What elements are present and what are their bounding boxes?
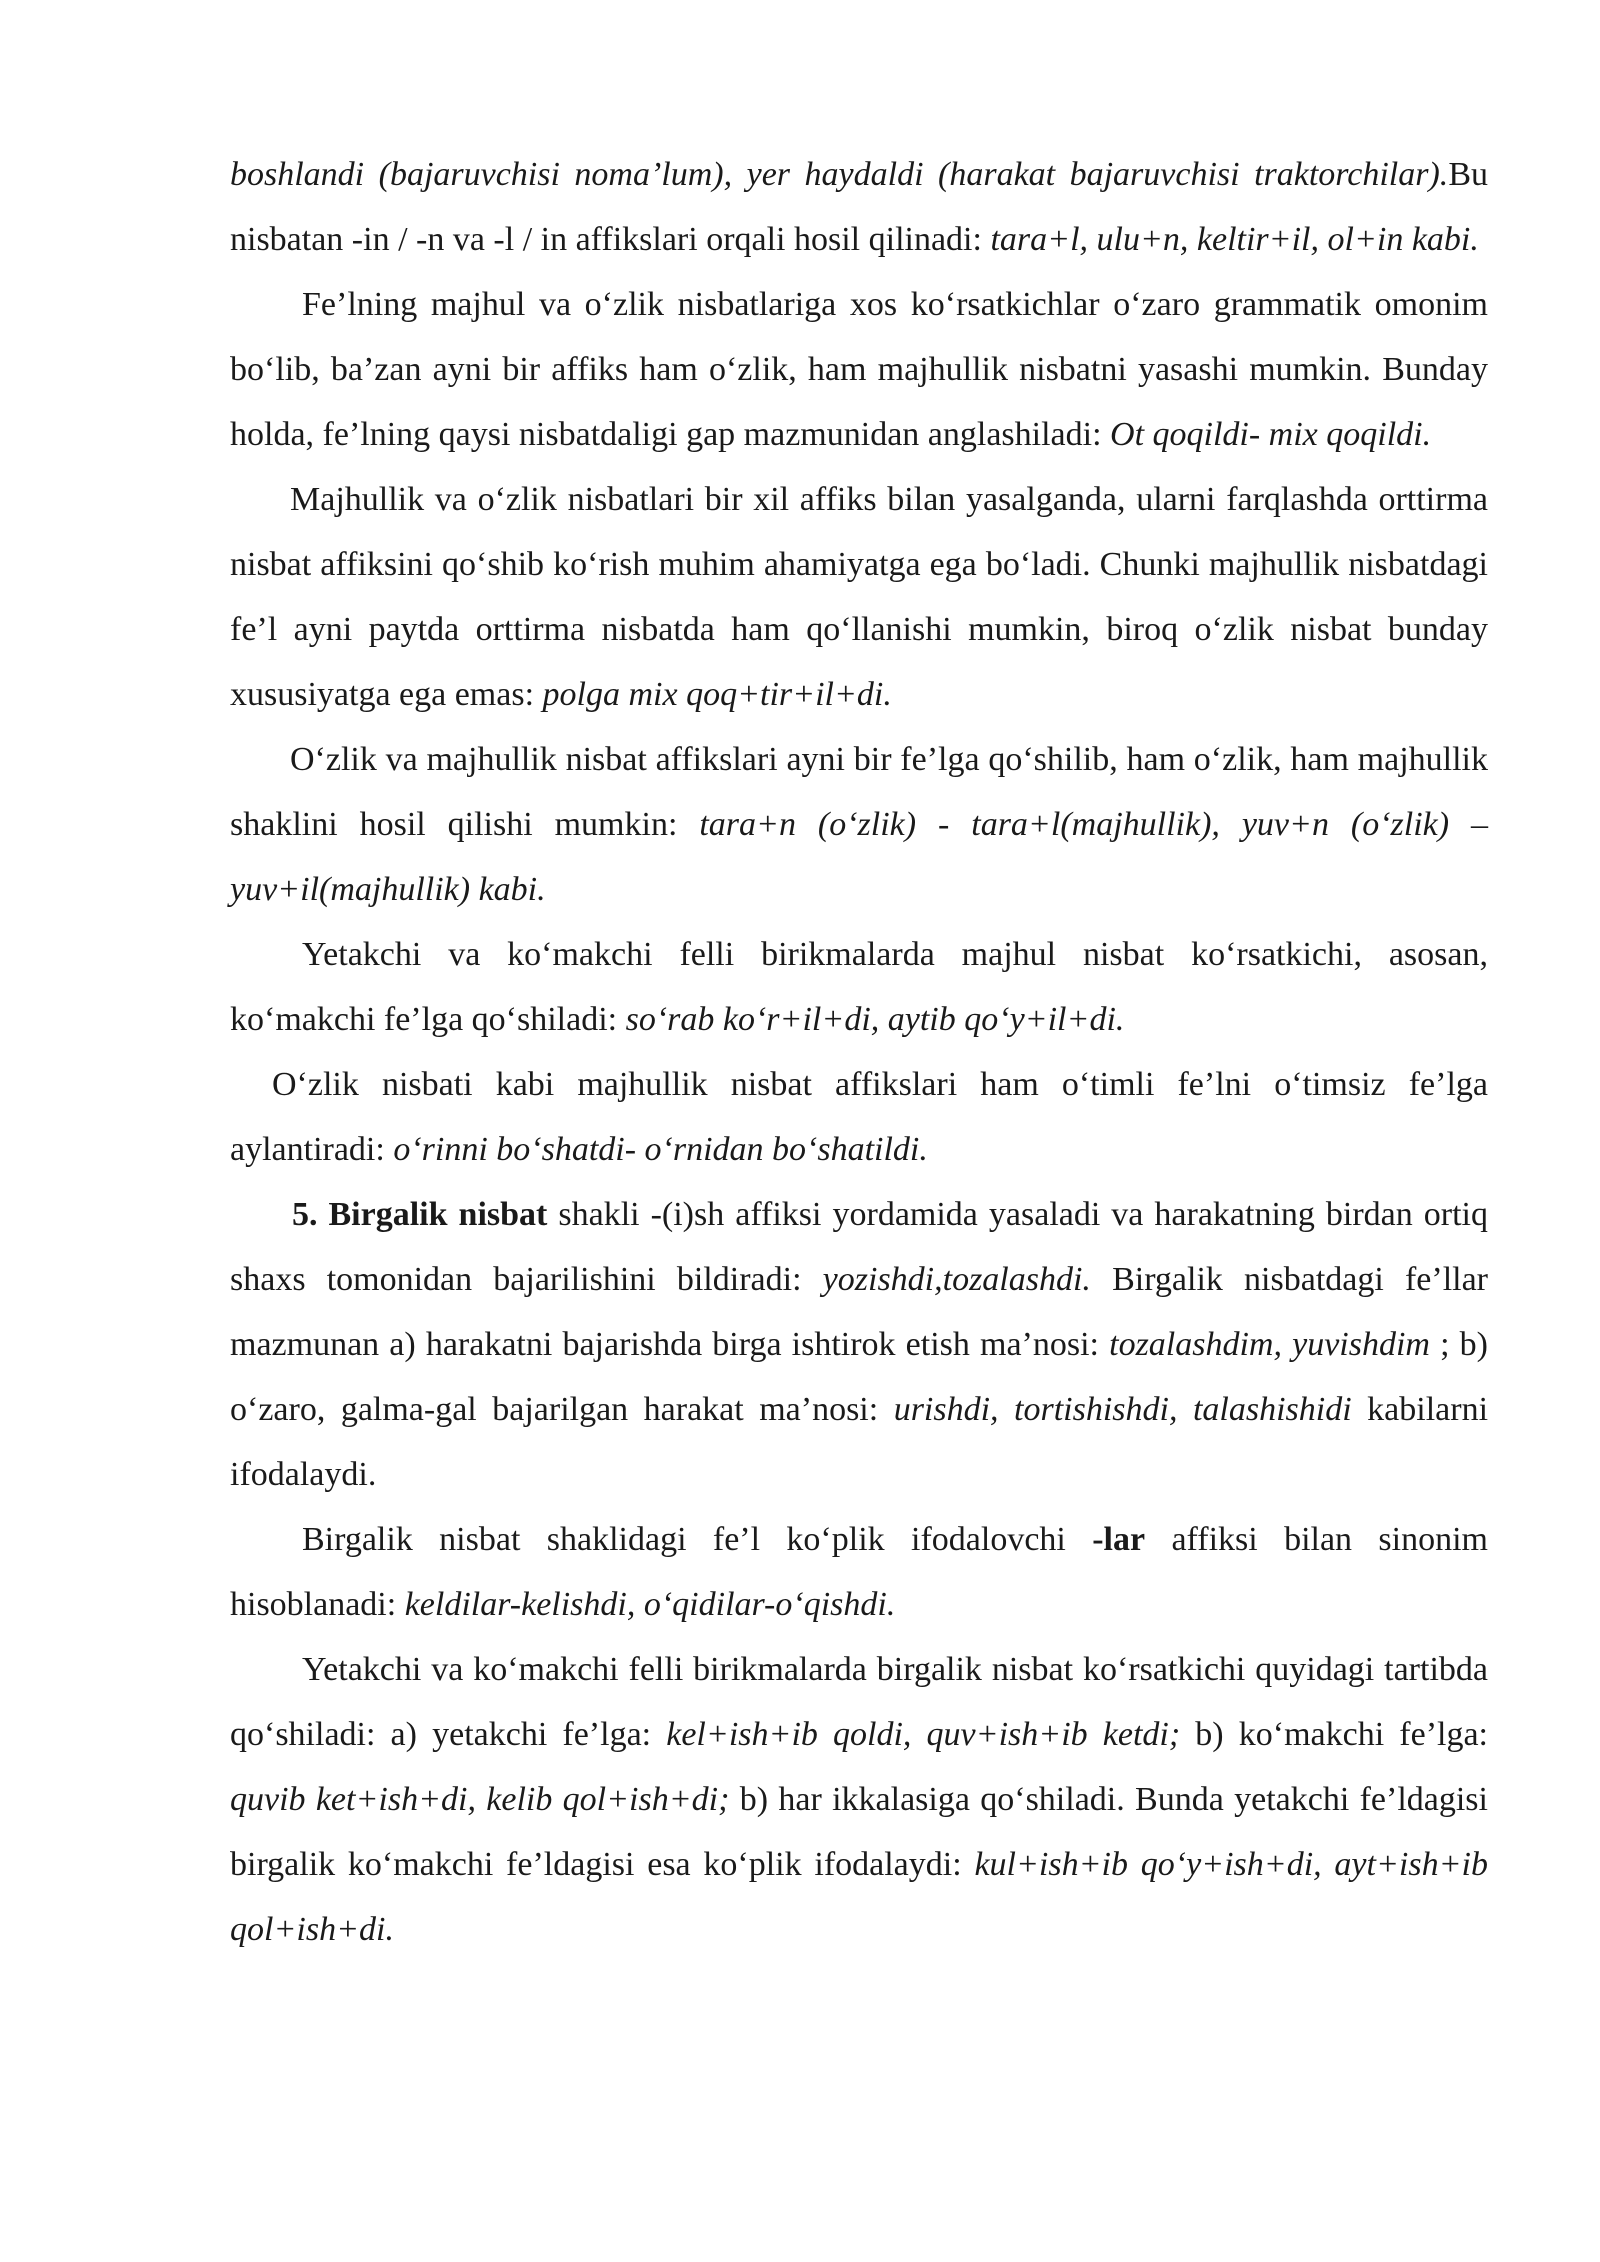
paragraph bbox=[230, 142, 1488, 272]
paragraph bbox=[230, 922, 1488, 1052]
italic-text: Ot qoqildi- mix qoqildi. bbox=[1110, 416, 1432, 453]
italic-text: yozishdi,tozalashdi. bbox=[822, 1261, 1091, 1298]
text: b) har ikkalasiga qo‘shiladi. Bunda yetakchi fe’ldagisi birgalik ko‘makchi fe’ldagisi esa ko‘plik ifodalaydi: bbox=[230, 1781, 1488, 1883]
text: Bu nisbatan -in / -n va -l / in affikslari orqali hosil qilinadi: bbox=[230, 156, 1488, 258]
paragraph bbox=[230, 727, 1488, 922]
text: O‘zlik nisbati kabi majhullik nisbat affikslari ham o‘timli fe’lni o‘timsiz fe’lga aylantiradi: bbox=[230, 1066, 1488, 1168]
italic-text: quvib ket+ish+di, kelib qol+ish+di; bbox=[230, 1781, 730, 1818]
text: shakli -(i)sh affiksi yordamida yasaladi va harakatning birdan ortiq shaxs tomonidan bajarilishini bildiradi: bbox=[230, 1196, 1488, 1298]
text: Yetakchi va ko‘makchi felli birikmalarda majhul nisbat ko‘rsatkichi, asosan, ko‘makchi fe’lga qo‘shiladi: bbox=[230, 936, 1488, 1038]
text: Yetakchi va ko‘makchi felli birikmalarda birgalik nisbat ko‘rsatkichi quyidagi tartibda qo‘shiladi: a) yetakchi fe’lga: bbox=[230, 1651, 1488, 1753]
italic-text: keldilar-kelishdi, o‘qidilar-o‘qishdi. bbox=[404, 1586, 896, 1623]
paragraph bbox=[230, 1507, 1488, 1637]
text: Majhullik va o‘zlik nisbatlari bir xil affiks bilan yasalganda, ularni farqlashda orttirma nisbat affiksini qo‘shib ko‘rish muhim ahamiyatga ega bo‘ladi. Chunki majhullik nisbatdagi fe’l ayni paytda orttirma nisbatda ham qo‘llanishi mumkin, biroq o‘zlik nisbat bunday xususiyatga ega emas: bbox=[230, 481, 1488, 713]
italic-text: tara+n (o‘zlik) - tara+l(majhullik), yuv+n (o‘zlik) – yuv+il(majhullik) kabi. bbox=[230, 806, 1488, 908]
text: kabilarni ifodalaydi. bbox=[230, 1391, 1489, 1493]
paragraph bbox=[230, 467, 1488, 727]
paragraph bbox=[230, 1052, 1488, 1182]
italic-text: kul+ish+ib qo‘y+ish+di, ayt+ish+ib qol+ish+di. bbox=[230, 1846, 1488, 1948]
italic-text: kel+ish+ib qoldi, quv+ish+ib ketdi; bbox=[666, 1716, 1181, 1753]
text: b) ko‘makchi fe’lga: bbox=[1180, 1716, 1488, 1753]
text: Fe’lning majhul va o‘zlik nisbatlariga xos ko‘rsatkichlar o‘zaro grammatik omonim bo‘lib, ba’zan ayni bir affiks ham o‘zlik, ham majhullik nisbatni yasashi mumkin. Bunday holda, fe’lning qaysi nisbatdaligi gap mazmunidan anglashiladi: bbox=[230, 286, 1488, 453]
italic-text: tara+l, ulu+n, keltir+il, ol+in kabi. bbox=[990, 221, 1479, 258]
italic-text: boshlandi (bajaruvchisi noma’lum), yer haydaldi (harakat bajaruvchisi traktorchilar). bbox=[230, 156, 1449, 193]
document-page bbox=[230, 142, 1488, 1962]
paragraph bbox=[230, 272, 1488, 467]
italic-text: so‘rab ko‘r+il+di, aytib qo‘y+il+di. bbox=[625, 1001, 1125, 1038]
italic-text: o‘rinni bo‘shatdi- o‘rnidan bo‘shatildi. bbox=[393, 1131, 928, 1168]
italic-text: urishdi, tortishishdi, talashishidi bbox=[893, 1391, 1352, 1428]
text: ; b) o‘zaro, galma-gal bajarilgan harakat ma’nosi: bbox=[230, 1326, 1488, 1428]
text: O‘zlik va majhullik nisbat affikslari ayni bir fe’lga qo‘shilib, ham o‘zlik, ham majhullik shaklini hosil qilishi mumkin: bbox=[230, 741, 1488, 843]
text: Birgalik nisbatdagi fe’llar mazmunan a) harakatni bajarishda birga ishtirok etish ma’nosi: bbox=[230, 1261, 1488, 1363]
text: Birgalik nisbat shaklidagi fe’l ko‘plik ifodalovchi bbox=[302, 1521, 1093, 1558]
italic-text: tozalashdim, yuvishdim bbox=[1109, 1326, 1430, 1363]
paragraph bbox=[230, 1182, 1488, 1507]
paragraph bbox=[230, 1637, 1488, 1962]
italic-text: polga mix qoq+tir+il+di. bbox=[542, 676, 892, 713]
text: affiksi bilan sinonim hisoblanadi: bbox=[230, 1521, 1488, 1623]
bold-affix: -lar bbox=[1092, 1521, 1146, 1558]
section-heading: 5. Birgalik nisbat bbox=[292, 1196, 548, 1233]
